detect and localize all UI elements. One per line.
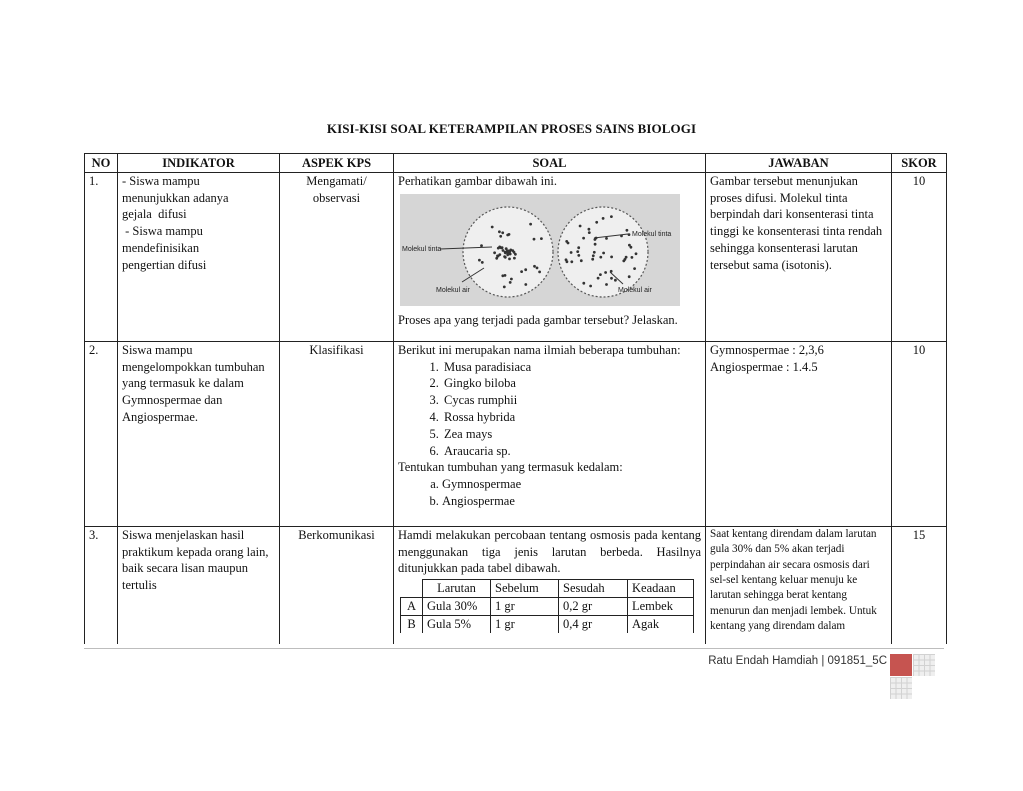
footer-divider — [84, 648, 944, 649]
molecule-dot — [610, 255, 613, 258]
molecule-dot — [592, 254, 595, 257]
header-soal: SOAL — [394, 154, 706, 173]
soal-cell — [394, 341, 706, 526]
molecule-dot — [628, 243, 631, 246]
indikator-cell: Siswa menjelaskan hasil praktikum kepada orang lain, baik secara lisan maupun tertulis — [118, 526, 280, 644]
header-no: NO — [85, 154, 118, 173]
molecule-dot — [610, 215, 613, 218]
inner-cell: 1 gr — [491, 597, 559, 615]
molecule-dot — [524, 268, 527, 271]
inner-header: Sesudah — [559, 580, 628, 598]
inner-header: Larutan — [423, 580, 491, 598]
list-item: 6. Araucaria sp. — [442, 443, 701, 460]
skor-cell: 10 — [892, 341, 947, 526]
inner-header: Sebelum — [491, 580, 559, 598]
header-indikator: INDIKATOR — [118, 154, 280, 173]
list-item: 4. Rossa hybrida — [442, 409, 701, 426]
molecule-dot — [593, 250, 596, 253]
molecule-dot — [599, 255, 602, 258]
soal-cell — [394, 172, 706, 341]
molecule-dot — [570, 251, 573, 254]
molecule-dot — [570, 260, 573, 263]
table-row — [85, 526, 947, 644]
inner-cell: 0,4 gr — [559, 615, 628, 632]
molecule-dot — [635, 252, 638, 255]
soal-intro: Hamdi melakukan percobaan tentang osmosis pada kentang menggunakan tiga jenis larutan berbeda. Hasilnya ditunjukkan pada tabel dibawah. — [398, 527, 701, 576]
list-item: 2. Gingko biloba — [442, 375, 701, 392]
molecule-dot — [491, 225, 494, 228]
header-jawaban: JAWABAN — [706, 154, 892, 173]
inner-cell: Gula 5% — [423, 615, 491, 632]
indikator-line: - Siswa mampu — [122, 173, 200, 188]
molecule-dot — [582, 236, 585, 239]
list-item: 5. Zea mays — [442, 426, 701, 443]
jawaban-cell: Saat kentang direndam dalam larutan gula 30% dan 5% akan terjadi perpindahan air secara osmosis dari sel-sel kentang keluar menuju ke larutan sehingga berat kentang menurun dan menjadi lembek. Untuk kentang yang direndam dalam — [706, 526, 892, 644]
list-item: 3. Cycas rumphii — [442, 392, 701, 409]
molecule-dot — [594, 242, 597, 245]
inner-cell: Lembek — [628, 597, 694, 615]
jawaban-cell — [706, 341, 892, 526]
aspek-cell: Klasifikasi — [280, 341, 394, 526]
molecule-dot — [626, 228, 629, 231]
molecule-dot — [588, 227, 591, 230]
molecule-dot — [591, 257, 594, 260]
row-number: 1. — [85, 172, 118, 341]
table-row — [85, 172, 947, 341]
jawaban-line: Angiospermae : 1.4.5 — [710, 359, 818, 374]
osmosis-result-table — [400, 579, 694, 632]
inner-cell: 0,2 gr — [559, 597, 628, 615]
molecule-dot — [504, 255, 507, 258]
diffusion-figure — [400, 194, 680, 306]
inner-header-blank — [401, 580, 423, 598]
molecule-dot — [536, 266, 539, 269]
indikator-cell — [118, 172, 280, 341]
molecule-dot — [507, 249, 510, 252]
molecule-dot — [565, 240, 568, 243]
table-row — [85, 341, 947, 526]
indikator-line: pengertian difusi — [122, 257, 207, 272]
soal-question: Tentukan tumbuhan yang termasuk kedalam: — [398, 460, 623, 475]
molecule-dot — [631, 256, 634, 259]
molecule-dot — [538, 270, 541, 273]
molecule-dot — [499, 234, 502, 237]
soal-intro: Perhatikan gambar dibawah ini. — [398, 173, 557, 188]
footer-decoration-grid — [890, 677, 912, 699]
figure-label: Molekul tinta — [632, 230, 672, 238]
row-number: 2. — [85, 341, 118, 526]
indikator-line: gejala difusi — [122, 207, 187, 222]
molecule-dot — [508, 257, 511, 260]
molecule-dot — [579, 224, 582, 227]
molecule-dot — [513, 256, 516, 259]
molecule-dot — [481, 261, 484, 264]
molecule-dot — [576, 250, 579, 253]
molecule-dot — [599, 273, 602, 276]
molecule-dot — [605, 283, 608, 286]
molecule-dot — [605, 237, 608, 240]
plant-list — [398, 359, 701, 460]
footer-decoration-red-square — [890, 654, 912, 676]
jawaban-line: Gymnospermae : 2,3,6 — [710, 342, 824, 357]
molecule-dot — [493, 251, 496, 254]
inner-row — [401, 615, 694, 632]
jawaban-cell: Gambar tersebut menunjukan proses difusi. Molekul tinta berpindah dari konsenterasi tinta tinggi ke konsenterasi tinta rendah sehingga konsenterasi larutan tersebut sama (isotonis). — [706, 172, 892, 341]
molecule-dot — [533, 237, 536, 240]
list-item: b. Angiospermae — [442, 493, 701, 510]
footer-decoration-grid — [913, 654, 935, 676]
row-number: 3. — [85, 526, 118, 644]
soal-cell — [394, 526, 706, 644]
option-list — [398, 476, 701, 510]
molecule-dot — [505, 247, 508, 250]
soal-question: Proses apa yang terjadi pada gambar tersebut? Jelaskan. — [398, 312, 678, 327]
indikator-line: menunjukkan adanya — [122, 190, 229, 205]
molecule-dot — [589, 284, 592, 287]
molecule-dot — [602, 251, 605, 254]
soal-intro: Berikut ini merupakan nama ilmiah beberapa tumbuhan: — [398, 342, 681, 357]
document-title: KISI-KISI SOAL KETERAMPILAN PROSES SAINS BIOLOGI — [326, 121, 697, 136]
molecule-dot — [628, 275, 631, 278]
molecule-dot — [533, 264, 536, 267]
molecule-dot — [633, 267, 636, 270]
inner-cell: 1 gr — [491, 615, 559, 632]
header-aspek-kps: ASPEK KPS — [280, 154, 394, 173]
molecule-dot — [501, 231, 504, 234]
inner-cell: A — [401, 597, 423, 615]
molecule-dot — [540, 237, 543, 240]
figure-label: Molekul tinta — [402, 245, 442, 253]
inner-row — [401, 597, 694, 615]
molecule-dot — [498, 245, 501, 248]
molecule-dot — [577, 246, 580, 249]
indikator-line: - Siswa mampu — [122, 224, 203, 239]
molecule-dot — [502, 249, 505, 252]
aspek-cell — [280, 172, 394, 341]
aspek-cell: Berkomunikasi — [280, 526, 394, 644]
aspek-line: observasi — [312, 190, 361, 205]
figure-label: Molekul air — [436, 286, 470, 294]
molecule-dot — [498, 230, 501, 233]
inner-cell: Gula 30% — [423, 597, 491, 615]
skor-cell: 10 — [892, 172, 947, 341]
molecule-dot — [604, 271, 607, 274]
molecule-dot — [506, 253, 509, 256]
skor-cell: 15 — [892, 526, 947, 644]
molecule-dot — [597, 276, 600, 279]
header-skor: SKOR — [892, 154, 947, 173]
molecule-dot — [628, 233, 631, 236]
molecule-dot — [625, 255, 628, 258]
inner-cell: Agak — [628, 615, 694, 632]
aspek-line: Mengamati/ — [306, 173, 367, 188]
inner-header-row — [401, 580, 694, 598]
molecule-dot — [610, 276, 613, 279]
molecule-dot — [480, 244, 483, 247]
molecule-dot — [520, 270, 523, 273]
kisi-kisi-table — [84, 153, 947, 644]
molecule-dot — [513, 250, 516, 253]
molecule-dot — [478, 258, 481, 261]
molecule-dot — [510, 277, 513, 280]
molecule-dot — [595, 220, 598, 223]
molecule-dot — [529, 222, 532, 225]
indikator-line: mendefinisikan — [122, 240, 200, 255]
molecule-dot — [504, 274, 507, 277]
inner-header: Keadaan — [628, 580, 694, 598]
molecule-dot — [580, 259, 583, 262]
indikator-cell: Siswa mampu mengelompokkan tumbuhan yang termasuk ke dalam Gymnospermae dan Angiospermae. — [118, 341, 280, 526]
figure-label: Molekul air — [618, 286, 652, 294]
molecule-dot — [582, 281, 585, 284]
list-item: 1. Musa paradisiaca — [442, 359, 701, 376]
molecule-dot — [565, 258, 568, 261]
molecule-dot — [503, 285, 506, 288]
list-item: a. Gymnospermae — [442, 476, 701, 493]
molecule-dot — [509, 281, 512, 284]
molecule-dot — [588, 231, 591, 234]
molecule-dot — [614, 278, 617, 281]
page-footer: Ratu Endah Hamdiah | 091851_5C — [708, 655, 887, 667]
table-header-row — [85, 154, 947, 173]
molecule-dot — [506, 233, 509, 236]
molecule-dot — [602, 217, 605, 220]
molecule-dot — [524, 283, 527, 286]
molecule-dot — [498, 253, 501, 256]
inner-cell: B — [401, 615, 423, 632]
molecule-dot — [577, 254, 580, 257]
